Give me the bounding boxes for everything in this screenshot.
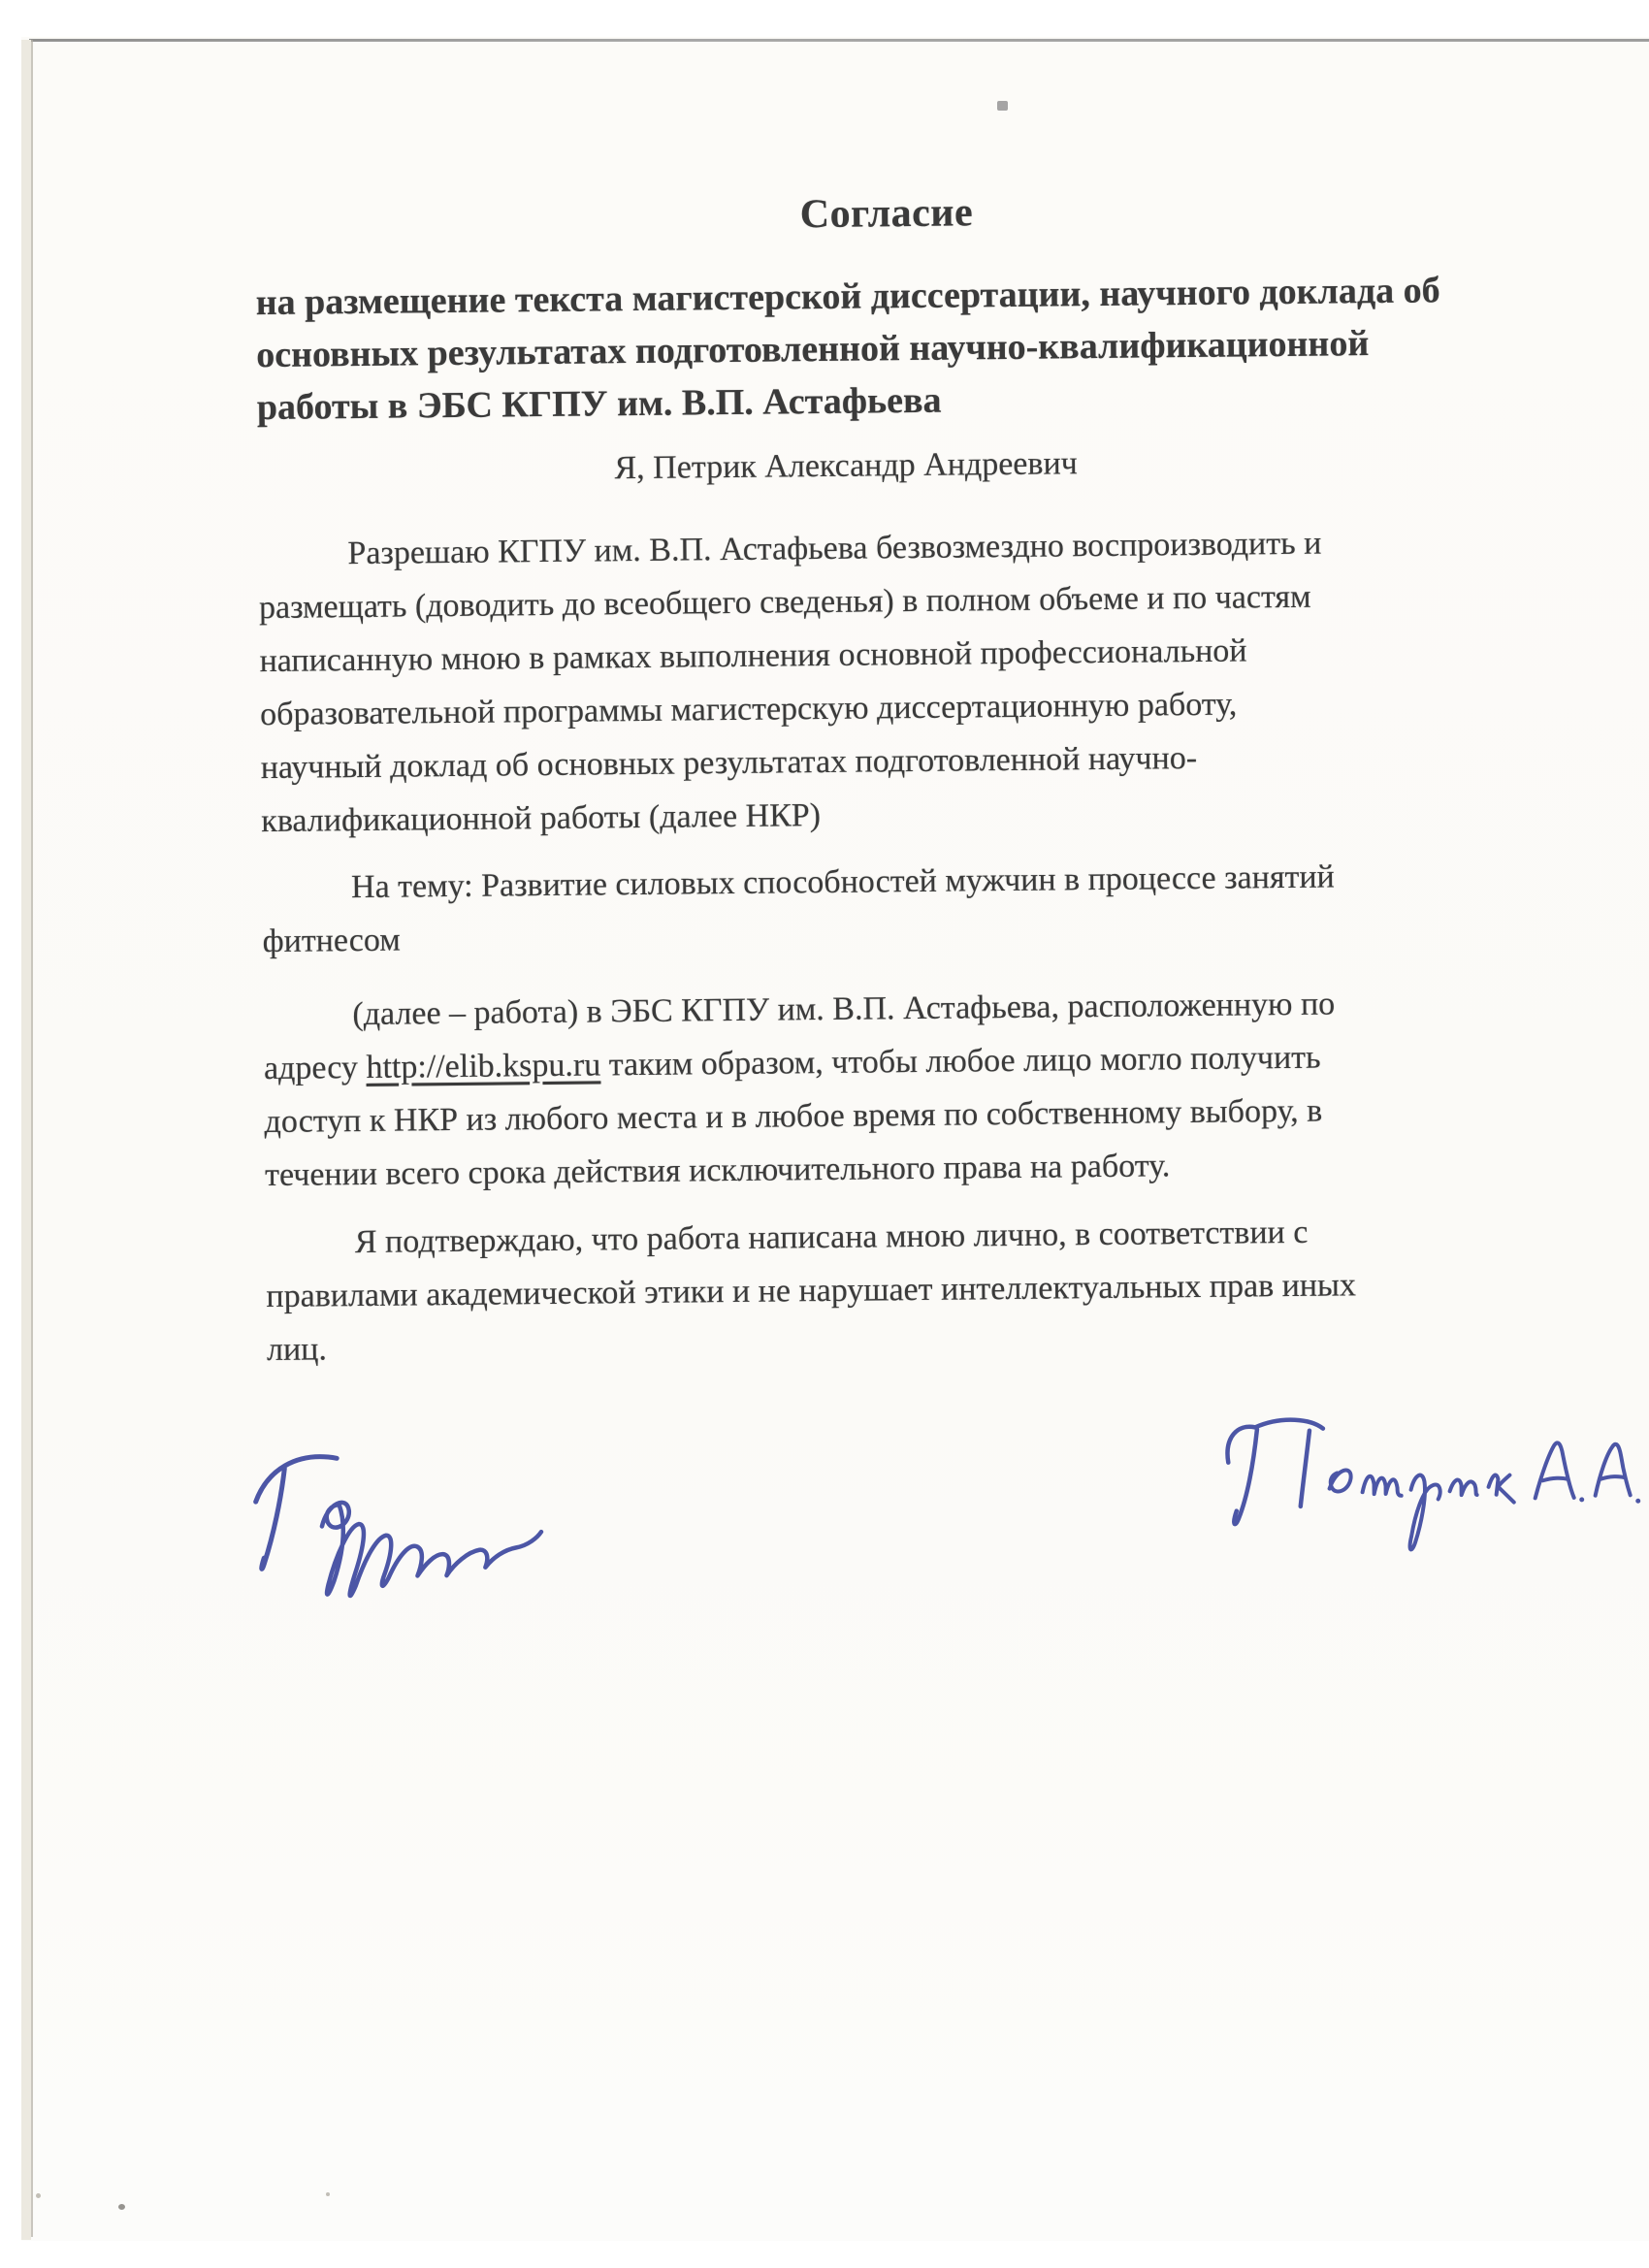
scan-speck [36, 2193, 41, 2198]
text-line: Разрешаю КГПУ им. В.П. Астафьева безвозмездно воспроизводить и [347, 525, 1322, 572]
link-suffix-text: таким образом, чтобы любое лицо могло получить [600, 1039, 1321, 1084]
document-title: Согласие [799, 190, 974, 238]
text-line: (далее – работа) в ЭБС КГПУ им. В.П. Астафьева, расположенную по [352, 986, 1336, 1033]
paragraph-access [263, 977, 1337, 1202]
text-line: размещать (доводить до всеобщего сведенья) в полном объеме и по частям [258, 578, 1311, 627]
text-line: фитнесом [262, 922, 401, 960]
paragraph-confirmation [266, 1205, 1357, 1377]
text-line: Я подтверждаю, что работа написана мною лично, в соответствии с [354, 1214, 1309, 1261]
scan-speck [326, 2192, 330, 2196]
text-line: научный доклад об основных результатах подготовленной научно- [260, 739, 1198, 787]
declarant-line: Я, Петрик Александр Андреевич [614, 445, 1078, 487]
link-prefix-text: адресу [263, 1049, 367, 1087]
text-line: лиц. [266, 1331, 328, 1369]
signature-right-ink [1214, 1386, 1643, 1580]
elib-url-link[interactable]: http://elib.kspu.ru [366, 1047, 601, 1085]
heading-line: на размещение текста магистерской диссертации, научного доклада об [255, 270, 1440, 324]
text-line: течении всего срока действия исключительного права на работу. [264, 1148, 1171, 1194]
text-line: квалификационной работы (далее НКР) [261, 797, 822, 840]
paragraph-permission [258, 517, 1324, 848]
signature-right-drawing [1214, 1386, 1643, 1580]
text-line: На тему: Развитие силовых способностей мужчин в процессе занятий [350, 859, 1335, 906]
signature-left-ink [240, 1431, 562, 1633]
scan-speck [997, 101, 1008, 111]
heading-line: основных результатах подготовленной научно-квалификационной [256, 323, 1370, 376]
text-line: образовательной программы магистерскую диссертационную работу, [259, 686, 1238, 733]
document-heading [255, 264, 1441, 434]
scan-speck [118, 2204, 125, 2210]
paragraph-topic [262, 850, 1336, 968]
text-line: написанную мною в рамках выполнения основной профессиональной [259, 632, 1247, 680]
signature-left-drawing [240, 1431, 562, 1633]
heading-line: работы в ЭБС КГПУ им. В.П. Астафьева [256, 379, 942, 429]
text-line: правилами академической этики и не нарушает интеллектуальных прав иных [266, 1267, 1357, 1315]
text-line: доступ к НКР из любого места и в любое время по собственному выбору, в [264, 1092, 1323, 1141]
